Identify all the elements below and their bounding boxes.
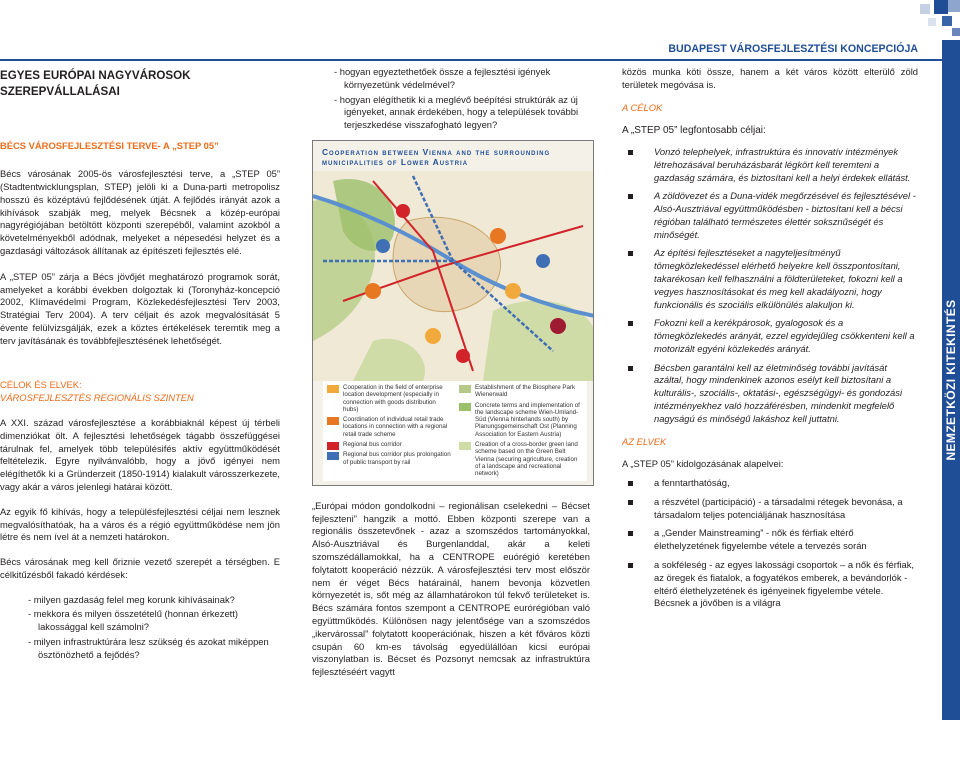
- list-item: Az építési fejlesztéseket a nagyteljesítményű tömegközlekedéssel elérhető helyekre kell összpontosítani, takarékosan kell felhasználni a földterületeket, fokozni kell a vegyes hasznosításokat és meg kell akadályozni, hogy funkcionális és szociális elkülönülés alakuljon ki.: [622, 247, 918, 311]
- list-item: A zöldövezet és a Duna-vidék megőrzésével és fejlesztésével - Alsó-Ausztriával együttműködésben - biztosítani kell a bécsi régióban található természetes élettér soksznűségét és minőségét.: [622, 190, 918, 241]
- cooperation-map: [312, 140, 594, 486]
- legend-swatch: [327, 452, 339, 460]
- legend-item: [325, 416, 451, 438]
- list-item: - milyen infrastruktúrára lesz szükség és azokat miképpen ösztönözhető a fejődés?: [28, 635, 269, 660]
- concept-title: BUDAPEST VÁROSFEJLESZTÉSI KONCEPCIÓJA: [668, 43, 918, 55]
- goals-list: [622, 146, 918, 426]
- targets-heading: A CÉLOK: [622, 101, 663, 113]
- paragraph: „Európai módon gondolkodni – regionálisan cselekedni – Bécset fejleszteni” hangzik a mottó. Ebben központi szerepe van a regionális összetevőnek - azaz a szomszédos tartományokkal, Alsó-Ausztriával és Burgenlanddal, akár a keleti szomszédállamokkal, ha a CENTROPE euórégió keretében folytatott kooperáció nézzük. A városfejlesztési terv most először nem ér véget Bécs határainál, hanem bevonja közvetlen környezetét is, sőt még az államhatárokon túl fekvő területeket is. Bécs számára fontos szempont a CENTROPE eurórégióban való együttműködés. Különösen nagy jelentősége van a szomszédos „ikervárossal” folytatott kooperációnak, hiszen a két főváros közti csupán 60 km-es távolság egyedülállóan kicsi európai viszonylatban is. Bécset és Pozsonyt nemcsak az infrastruktúra fejlesztéséért vagytt: [312, 499, 590, 678]
- decorative-squares: [842, 0, 960, 40]
- side-title: NEMZETKÖZI KITEKINTÉS: [943, 299, 958, 461]
- list-item: - hogyan elégíthetik ki a meglévő beépítési struktúrák az új igényeket, annak érdekében, hogy a települések további terjeszkedése visszafogható legyen?: [334, 93, 579, 131]
- sub-heading: BÉCS VÁROSFEJLESZTÉSI TERVE- A „STEP 05”: [0, 139, 219, 151]
- legend-item: [457, 402, 583, 439]
- legend-swatch: [327, 385, 339, 393]
- legend-item: [325, 451, 451, 466]
- legend-item: [325, 441, 451, 448]
- main-heading: EGYES EURÓPAI NAGYVÁROSOK SZEREPVÁLLALÁSAI: [0, 69, 191, 98]
- goals-subheading: VÁROSFEJLESZTÉS REGIONÁLIS SZINTEN: [0, 392, 194, 404]
- legend-swatch: [459, 442, 471, 450]
- list-item: - hogyan egyeztethetőek össze a fejlesztési igények környezetünk védelmével?: [334, 66, 551, 90]
- principles-intro: A „STEP 05” kidolgozásának alapelvei:: [622, 458, 784, 470]
- paragraph: A XXI. század városfejlesztése a korábbiaknál képest új térbeli dimenziókat ölt. A fejlesztési lehetőségek tágabb összefüggései tárulnak fel, amelyek több településifés aktív együttműködését feltételezik. Egyre nyilvánvalóbb, hogy a jövő igényei nem elégíthetők ki a Gründerzeit (1850-1914) kialakult városszerkezete, vagy akár a város jelenlegi határai között.: [0, 417, 280, 492]
- legend-swatch: [459, 385, 471, 393]
- principles-list: [622, 477, 918, 610]
- legend-swatch: [459, 403, 471, 411]
- column-left: [0, 66, 280, 664]
- legend-label: Cooperation in the field of enterprise location development (especially in connection with goods distribution hubs): [343, 383, 443, 413]
- principles-heading: AZ ELVEK: [622, 435, 667, 447]
- questions-list: [0, 594, 280, 662]
- legend-item: [325, 384, 451, 413]
- column-right: [622, 66, 918, 616]
- legend-label: Regional bus corridor: [343, 441, 402, 449]
- legend-item: [457, 441, 583, 478]
- list-item: Vonzó telephelyek, infrastruktúra és innovatív intézmények létrehozásával beruházásbarát légkört kell teremteni a gazdaság számára, és biztosítani kell a helyi érdekek ellátást.: [622, 146, 918, 184]
- legend-label: Coordination of individual retail trade locations in connection with a regional retail trade scheme: [343, 416, 448, 438]
- map-title: Cooperation between Vienna and the surrounding municipalities of Lower Austria: [322, 146, 551, 168]
- paragraph: A „STEP 05” zárja a Bécs jövőjét meghatározó programok sorát, amelyeket a korábbi években dolgoztak ki (Toronyház-koncepció 2002, Klímavédelmi Program, Közlekedésfejlesztési Terv 2003, Stratégiai Terv 2004). A terv céljait és azok megvalósítását 5 évente felülvizsgálják, ezek a köztes értékelések teremtik meg a terv javításának és továbbfejlesztésének lehetőségét.: [0, 270, 280, 346]
- goals-heading: CÉLOK ÉS ELVEK:: [0, 379, 82, 391]
- list-item: a „Gender Mainstreaming” - nők és férfiak eltérő élethelyzetének figyelembe vétele a tervezés során: [622, 527, 918, 553]
- legend-column-left: [325, 384, 451, 469]
- legend-label: Concrete terms and implementation of the landscape scheme Wien-Umland-Süd (Vienna hinterlands south) by Planungsgemeinschaft Ost (Planning Association for Eastern Austria): [475, 401, 580, 438]
- bullets-list: [312, 66, 590, 132]
- legend-label: Creation of a cross-border green land scheme based on the Green Belt Vienna (securing agriculture, creation of a landscape and recreational network): [475, 441, 578, 478]
- header-divider: [0, 59, 942, 61]
- legend-column-right: [457, 384, 583, 481]
- main-goals-heading: [622, 124, 918, 138]
- side-title-bar: [942, 40, 960, 720]
- legend-swatch: [327, 442, 339, 450]
- list-item: a fenntarthatóság,: [622, 477, 918, 490]
- list-item: - milyen gazdaság felel meg korunk kihívásainak?: [28, 593, 235, 605]
- legend-swatch: [327, 417, 339, 425]
- paragraph: Az egyik fő kihívás, hogy a településfejlesztési céljai nem lesznek megvalósíthatóak, ha a város és a régió együttműködése nem jön létre és nem ível át a nemzeti határokon.: [0, 505, 280, 543]
- paragraph: közös munka köti össze, hanem a két város között elterülő zöld területek megóvása is.: [622, 66, 918, 90]
- legend-item: [457, 384, 583, 399]
- list-item: Fokozni kell a kerékpárosok, gyalogosok és a tömegközlekedés arányát, ezzel egyidejűleg csökkenteni kell a motorizált egyéni közlekedés arányát.: [622, 317, 918, 355]
- paragraph: Bécs városának meg kell őriznie vezető szerepét a térségben. E célkitűzésből fakadó kérdések:: [0, 556, 280, 580]
- list-item: - mekkora és milyen összetételű (honnan érkezett) lakossággal kell számolni?: [28, 608, 238, 633]
- map-graphic: [313, 141, 594, 381]
- column-middle: [312, 66, 590, 679]
- legend-label: Establishment of the Biosphere Park Wienerwald: [475, 383, 576, 399]
- legend-label: Regional bus corridor plus prolongation of public transport by rail: [343, 451, 451, 466]
- paragraph: Bécs városának 2005-ös városfejlesztési terve, a „STEP 05” (Stadtentwicklungsplan, STEP) jelöli ki a Duna-parti metropolisz hosszú és középtávú fejlődésének útját. A fejlődés irányát azok a kihívások szabják meg, melyek Bécsnek a közép-európai nagyrégiójában betöltött központi szerepéből, valamint azokból a követelményekből adódnak, melyeket a népesedési helyzet és a gazdasági változások állítanak az építészeti fejlesztés elé.: [0, 168, 280, 256]
- list-item: a részvétel (participáció) - a társadalmi rétegek bevonása, a társadalom teljes potenciáljának hasznosítása: [622, 496, 918, 522]
- list-item: a sokféleség - az egyes lakossági csoportok – a nők és férfiak, az öregek és fiatalok, a fogyatékos emberek, a bevándorlók - eltérő élethelyzetének és igényeinek figyelembe vétele. Bécsnek a jövőben is a világra: [622, 559, 918, 610]
- list-item: Bécsben garantálni kell az életminőség további javítását azáltal, hogy mindenkinek azonos esélyt kell biztosítani a kulturális-, szociális-, oktatási-, egészségügyi- és gondozási intézményekhez való hozzáférésben, mindenkit megfelelő nagyságú és minőségű lakáshoz kell juttatni.: [622, 362, 918, 426]
- map-legend: [323, 381, 587, 481]
- main-goals-label: A „STEP 05” legfontosabb céljai:: [622, 125, 766, 137]
